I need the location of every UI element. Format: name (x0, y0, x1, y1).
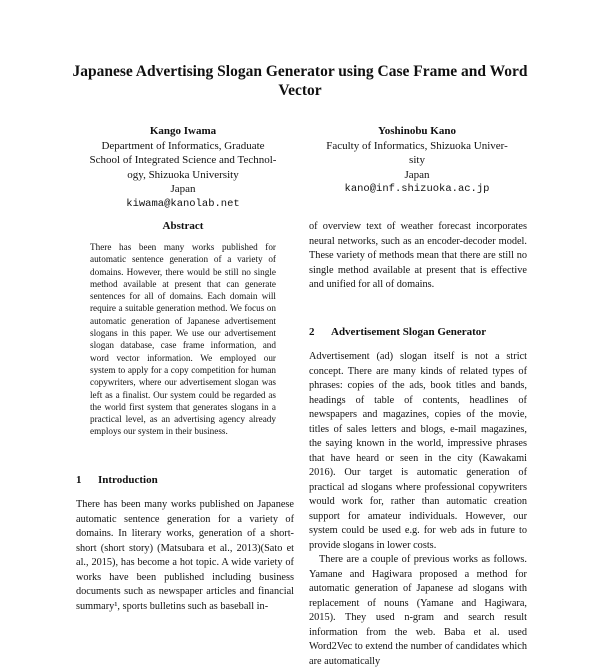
author-block-2 (302, 124, 532, 197)
author-name: Yoshinobu Kano (378, 125, 456, 137)
slogan-generator-body (309, 350, 527, 669)
author-affiliation-line: Japan (170, 183, 196, 195)
author-affiliation-line: Japan (404, 168, 430, 181)
abstract-text: There has been many works published for automatic sentence generation of a variety of domains. However, there would be still no single method available at present that can generate sentences for all of domains. Each domain will require a suitable generation method. We focus on automatic generation of Japanese advertisement slogans in this paper. We use our advertisement slogan database, case frame information, and word vector information. We employed our system to apply for a copy competition for human copywriters, where our advertisement slogan was left as a finalist. Our system could be regarded as the world first system that generates slogans in a practical level, as an advertising agency already employs our system in their business. (90, 242, 276, 437)
author-affiliation-line: Faculty of Informatics, Shizuoka Univer- (326, 139, 508, 152)
abstract-heading: Abstract (162, 220, 204, 232)
carryover-text (309, 220, 527, 293)
paragraph: There are a couple of previous works as follows. Yamane and Hagiwara proposed a method for automatic generation of Japanese ad slogans with replacement of nouns (Yamane and Hagiwara, 2015). They used n-gram and search result information from the web. Baba et al. used Word2Vec to extend the number of candidates which are automatically (309, 554, 527, 667)
section-number: 2 (309, 326, 315, 338)
section-title: Introduction (98, 474, 158, 486)
section-number: 1 (76, 474, 82, 486)
author-name: Kango Iwama (149, 125, 217, 137)
paper-title: Japanese Advertising Slogan Generator using Case Frame and Word Vector (72, 63, 528, 99)
section-title: Advertisement Slogan Generator (331, 326, 487, 338)
section-heading-introduction (76, 474, 158, 486)
author-affiliation-line: ogy, Shizuoka University (127, 168, 239, 181)
paragraph: of overview text of weather forecast incorporates neural networks, such as an encoder-decoder model. These variety of methods mean that there are still no single method available at present that is effective and unified for all of domains. (309, 221, 527, 290)
author-block-1 (68, 124, 298, 211)
author-email[interactable]: kano@inf.shizuoka.ac.jp (344, 183, 490, 195)
section-heading-slogan-generator (309, 326, 486, 338)
author-affiliation-line: sity (409, 154, 425, 166)
paragraph: Advertisement (ad) slogan itself is not a strict concept. There are many kinds of related types of phrases: copies of the ads, book titles and bands, headings of table of contents, headlines of newspapers and magazines, copies of the movie, titles of sales letters and blogs, e-mail magazines, the saying known in the world, impressive phrases that have heard or seen in the city (Kawakami 2016). Our target is automatic generation of practical ad slogans where professional copywriters would work for, rather than automatic creation support for amateur individuals. However, our system could be used e.g. for web ads in future to provide slogans in lower costs. (309, 351, 527, 551)
paragraph: There has been many works published on Japanese automatic sentence generation for a variety of domains. In literary works, generation of a short-short (short story) (Matsubara et al., 2013)(Sato et al., 2015), has become a hot topic. A wide variety of works have been published including business documents such as newspaper articles and financial summary¹, sports bulletins such as baseball in- (76, 499, 294, 612)
introduction-body (76, 498, 294, 614)
author-email[interactable]: kiwama@kanolab.net (126, 197, 240, 210)
author-affiliation-line: School of Integrated Science and Technol- (89, 154, 277, 166)
author-affiliation-line: Department of Informatics, Graduate (101, 139, 265, 152)
